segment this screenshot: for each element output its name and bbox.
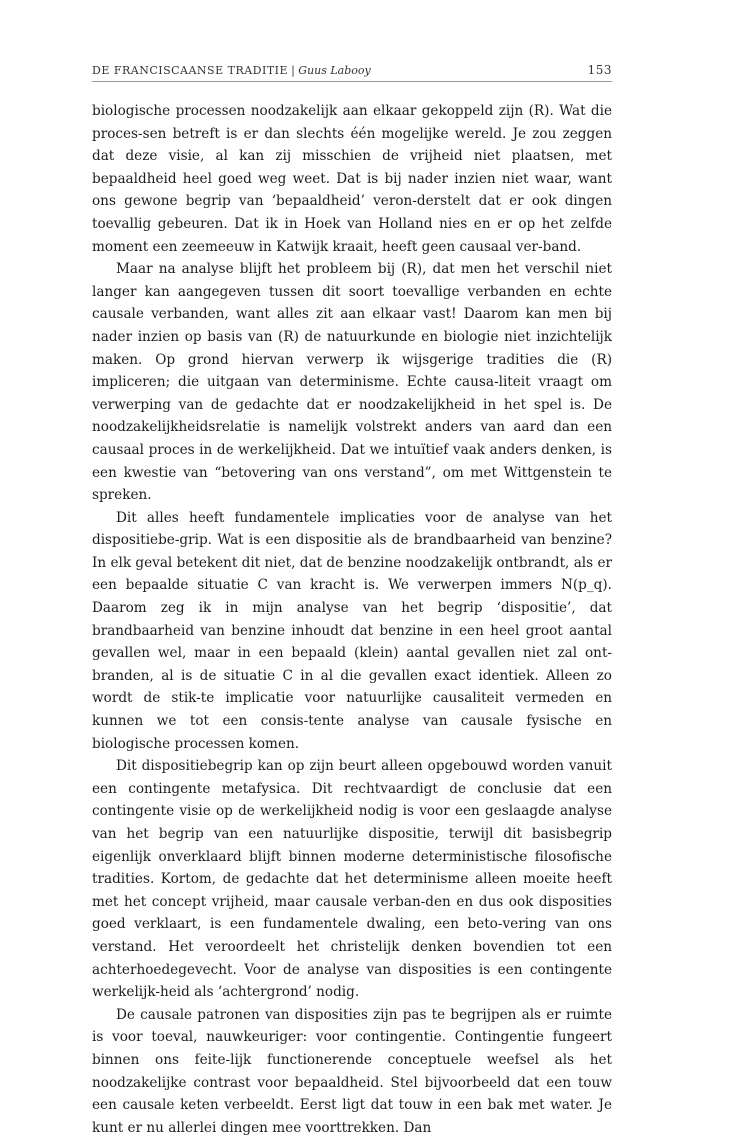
header-rule: [92, 81, 612, 82]
running-header: [92, 63, 612, 77]
header-separator: |: [291, 64, 296, 77]
paragraph-3: Dit alles heeft fundamentele implicaties voor de analyse van het dispositiebe-grip. Wat is een dispositie als de brandbaarheid van benzine? In elk geval betekent dit niet, dat de benzine noodzakelijk ontbrandt, als er een bepaalde situatie C van kracht is. We verwerpen immers N(p_q). Daarom zeg ik in mijn analyse van het begrip ‘dispositie’, dat brandbaarheid van benzine inhoudt dat benzine in een heel groot aantal gevallen wel, maar in een bepaald (klein) aantal gevallen niet zal ont-branden, al is de situatie C in al die gevallen exact identiek. Alleen zo wordt de stik-te implicatie voor natuurlijke causaliteit vermeden en kunnen we tot een consis-tente analyse van causale fysische en biologische processen komen.: [92, 509, 612, 752]
page-number: 153: [587, 63, 612, 77]
book-title: DE FRANCISCAANSE TRADITIE: [92, 64, 289, 77]
body-text: [92, 100, 612, 1139]
paragraph-2: Maar na analyse blijft het probleem bij (R), dat men het verschil niet langer kan aangegeven tussen dit soort toevallige verbanden en echte causale verbanden, want alles zit aan elkaar vast! Daarom kan men bij nader inzien op basis van (R) de natuurkunde en biologie niet inzichtelijk maken. Op grond hiervan verwerp ik wijsgerige tradities die (R) impliceren; die uitgaan van determinisme. Echte causa-liteit vraagt om verwerping van de gedachte dat er noodzakelijkheid in het spel is. De noodzakelijkheidsrelatie is namelijk volstrekt anders van aard dan een causaal proces in de werkelijkheid. Dat we intuïtief vaak anders denken, is een kwestie van “betovering van ons verstand”, om met Wittgenstein te spreken.: [92, 261, 612, 504]
running-title: [92, 64, 371, 77]
paragraph-5: De causale patronen van disposities zijn pas te begrijpen als er ruimte is voor toeval, nauwkeuriger: voor contingentie. Contingentie fungeert binnen ons feite-lijk functionerende conceptuele weefsel als het noodzakelijke contrast voor bepaaldheid. Stel bijvoorbeeld dat een touw een causale keten verbeeldt. Eerst ligt dat touw in een bak met water. Je kunt er nu allerlei dingen mee voorttrekken. Dan: [92, 1006, 612, 1136]
author-name: Guus Labooy: [298, 64, 371, 77]
paragraph-4: Dit dispositiebegrip kan op zijn beurt alleen opgebouwd worden vanuit een contingente metafysica. Dit rechtvaardigt de conclusie dat een contingente visie op de werkelijkheid nodig is voor een geslaagde analyse van het begrip van een natuurlijke dispositie, terwijl dit basisbegrip eigenlijk onverklaard blijft binnen moderne deterministische filosofische tradities. Kortom, de gedachte dat het determinisme alleen moeite heeft met het concept vrijheid, maar causale verban-den en dus ook disposities goed verklaart, is een fundamentele dwaling, een beto-vering van ons verstand. Het veroordeelt het christelijk denken bovendien tot een achterhoedegevecht. Voor de analyse van disposities is een contingente werkelijk-heid als ‘achtergrond’ nodig.: [92, 758, 612, 1001]
paragraph-1: biologische processen noodzakelijk aan elkaar gekoppeld zijn (R). Wat die proces-sen betreft is er dan slechts één mogelijke wereld. Je zou zeggen dat deze visie, al kan zij misschien de vrijheid niet plaatsen, met bepaaldheid heel goed weg weet. Dat is bij nader inzien niet waar, want ons gewone begrip van ‘bepaaldheid’ veron-derstelt dat er ook dingen toevallig gebeuren. Dat ik in Hoek van Holland nies en er op het zelfde moment een zeemeeuw in Katwijk kraait, heeft geen causaal ver-band.: [92, 103, 612, 255]
